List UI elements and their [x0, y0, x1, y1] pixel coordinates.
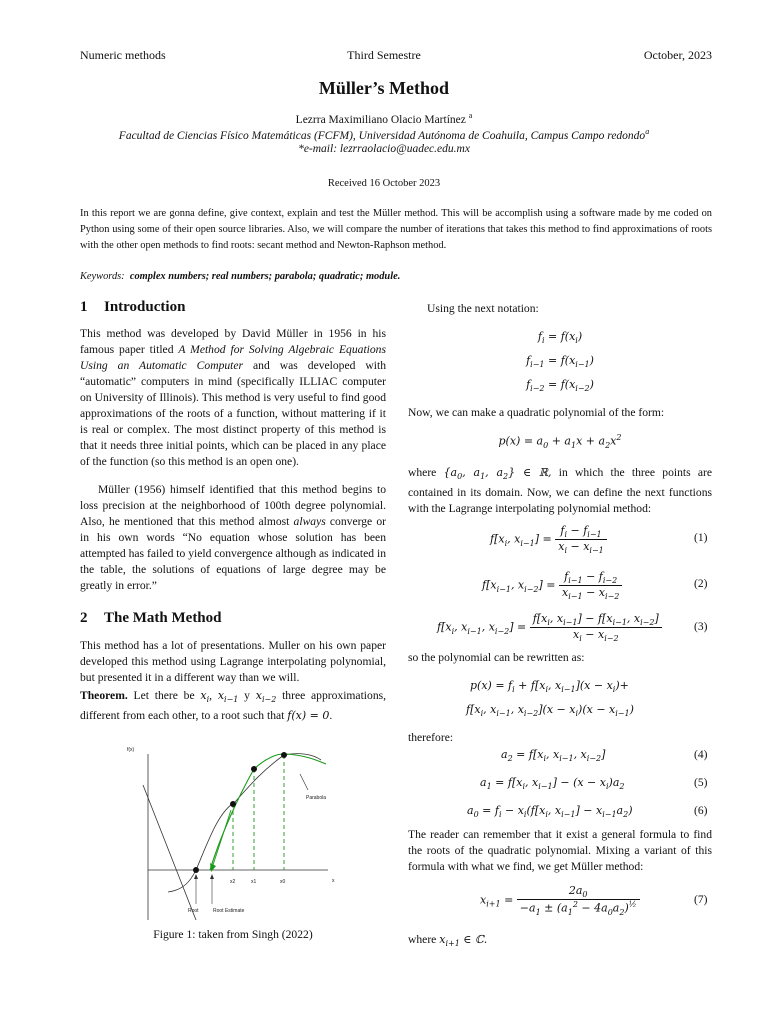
- affiliation-mark: a: [645, 127, 650, 136]
- parabola-pointer: [300, 774, 308, 790]
- theorem-text-c: three approximations, different from each other, to a root such that: [80, 689, 387, 723]
- keywords-label: Keywords:: [80, 271, 125, 282]
- affiliation: Facultad de Ciencias Físico Matemáticas (FCFM), Universidad Autónoma de Coahuila, Campus Campo redondo: [118, 129, 646, 142]
- theorem: Theorem. Let there be $x_i$, $x_{i-1}$ y $x_{i-2}$ three approximations, different from each other, to a root such that f(x) = 0.: [80, 689, 387, 723]
- intro-p2-emphasis: always: [293, 515, 326, 528]
- section-2-number: 2: [80, 610, 88, 626]
- polynomial-line-1: $p(x) = f_i + f[x_i$, $x_{i-1}](x - x_i)+$: [470, 679, 629, 695]
- eq-number-7: (7): [694, 894, 708, 906]
- header-right: October, 2023: [643, 48, 712, 62]
- theorem-text-d: .: [329, 709, 333, 723]
- eq-number-6: (6): [694, 805, 708, 817]
- fx-axis-label: f(x): [127, 747, 135, 753]
- section-1-title: Introduction: [104, 299, 186, 315]
- muller-method-figure: [118, 742, 340, 920]
- author-name: Lezrra Maximiliano Olacio Martínez: [295, 113, 466, 126]
- green-arrow: [212, 810, 231, 868]
- function-curve: [168, 754, 321, 892]
- eq-number-1: (1): [694, 532, 708, 544]
- x-axis-label: x: [332, 878, 335, 884]
- polynomial-line-2: $f[x_i$, $x_{i-1}$, $x_{i-2}](x - x_i)(x - x_{i-1})$: [466, 703, 634, 719]
- equation-6: $a_0 = f_i - x_i(f[x_i$, $x_{i-1}] - x_{i-1}a_2$): [467, 804, 633, 820]
- final-where-word: where: [408, 933, 437, 946]
- notation-eq-1: $f_i = f(x_i)$: [537, 330, 583, 346]
- header-center: Third Semestre: [347, 48, 421, 62]
- where-text: in which the three points are contained in its domain. Now, we can define the next functions with the Lagrange interpolating polynomial method:: [408, 466, 712, 516]
- abstract: In this report we are gonna define, give context, explain and test the Müller method. This will be accomplish using a software made by me coded on Python using some of their open source libraries. Also, we will compare the number of iterations that takes this method to find approximations of roots with the other open methods to find roots: secant method and Newton-Raphson method.: [80, 208, 712, 251]
- label-x2: x2: [230, 879, 236, 885]
- point-x1: [251, 766, 257, 772]
- math-paragraph: This method has a lot of presentations. Muller on his own paper developed this method using Lagrange interpolating polynomial, but presented it in a different way than we will.: [80, 639, 386, 684]
- theorem-text-a: Let there be: [127, 689, 201, 702]
- eq-number-3: (3): [694, 621, 708, 633]
- eq-number-4: (4): [694, 749, 708, 761]
- where-paragraph: where {$a_0$, $a_1$, $a_2$} ∈ ℝ, in which the three points are contained in its domain. Now, we can define the next functions with the Lagrange interpolating polynomial method:: [408, 466, 712, 516]
- section-1-heading: [80, 299, 185, 316]
- equation-7: $x_{i+1}$ = $\frac{2a_0}{-a_1 \pm (a_1^2 - 4a_0a_2)^{\frac{1}{2}}}$: [480, 884, 640, 917]
- where-word: where: [408, 466, 437, 479]
- intro-paragraph-2: [80, 482, 386, 594]
- equation-5: $a_1 = f[x_i$, $x_{i-1}] - (x - x_i)a_2$: [480, 776, 625, 792]
- affiliation-line: [0, 127, 768, 142]
- received-date: Received 16 October 2023: [327, 178, 441, 189]
- eq-number-2: (2): [694, 578, 708, 590]
- author-line: [0, 111, 768, 126]
- intro-p2-text-b: converge or in his own words “No equation whose solution has been attempted has failed to yield convergence although as indicated in the table, the solutions of equations of large degree may be greatly in error.”: [80, 515, 386, 592]
- point-x0: [281, 752, 287, 758]
- root-pointer-head: [194, 874, 198, 879]
- equation-2: $f[x_{i-1}$, $x_{i-2}$] = $\frac{f_{i-1} - f_{i-2}}{x_{i-1} - x_{i-2}}$: [482, 570, 622, 601]
- intro-p2-text-a: Müller (1956) himself identified that this method begins to loss precision at the neighborhood of 100th degree polynomial. Also, he mentioned that this method almost: [80, 483, 386, 528]
- equation-3: $f[x_i$, $x_{i-1}$, $x_{i-2}$] = $\frac{f[x_i, x_{i-1}] - f[x_{i-1}, x_{i-2}]}{x_i - x_{i-2}}$: [437, 612, 662, 643]
- intro-p1-text-a: This method was developed by David Müller in 1956 in his famous paper titled: [80, 327, 386, 356]
- estimate-pointer-head: [210, 874, 214, 879]
- point-x2: [230, 801, 236, 807]
- quadratic-intro: Now, we can make a quadratic polynomial of the form:: [408, 406, 665, 419]
- secant-line: [143, 785, 196, 920]
- theorem-label: Theorem.: [80, 689, 128, 702]
- keywords: [80, 271, 712, 282]
- notation-intro: Using the next notation:: [427, 302, 539, 315]
- header-left: Numeric methods: [80, 48, 166, 62]
- therefore-text: therefore:: [408, 731, 454, 744]
- rewritten-text: so the polynomial can be rewritten as:: [408, 651, 585, 664]
- eq-number-5: (5): [694, 777, 708, 789]
- notation-eq-3: $f_{i-2} = f(x_{i-2})$: [526, 378, 594, 394]
- section-2-title: The Math Method: [104, 610, 222, 626]
- email: *e-mail: lezrraolacio@uadec.edu.mx: [298, 143, 470, 155]
- keywords-text: complex numbers; real numbers; parabola; quadratic; module.: [129, 271, 401, 282]
- label-root-estimate: Root Estimate: [213, 908, 245, 914]
- label-parabola: Parabola: [306, 795, 327, 801]
- root-point: [193, 867, 199, 873]
- parabola-curve: [210, 754, 326, 870]
- reader-paragraph: The reader can remember that it exist a general formula to find the roots of the quadratic polynomial. Mixing a variant of this formula with what we find, we get Müller method:: [408, 828, 712, 873]
- figure-caption: Figure 1: taken from Singh (2022): [153, 928, 313, 941]
- intro-paragraph-1: [80, 326, 386, 470]
- equation-4: $a_2 = f[x_i$, $x_{i-1}$, $x_{i-2}$]: [501, 748, 606, 764]
- intro-p1-paper-title: A Method for Solving Algebraic Equations Using an Automatic Computer: [80, 343, 386, 372]
- label-x1: x1: [251, 879, 257, 885]
- section-2-heading: [80, 610, 222, 627]
- quadratic-polynomial: $p(x) = a_0 + a_1x + a_2x^2$: [498, 433, 622, 450]
- theorem-text-b: y: [238, 689, 256, 702]
- paper-title: Müller’s Method: [318, 78, 450, 98]
- equation-1: $f[x_i$, $x_{i-1}$] = $\frac{f_i - f_{i-1}}{x_i - x_{i-1}}$: [490, 524, 607, 555]
- intro-p1-text-b: and was developed with “automatic” computers in mind (specifically ILLIAC computer on University of Illinois). This method is very useful to find good approximations of the roots of a function, without mattering if it is real or complex. The most distinct property of this method is that it needs three initial points, which can be placed in any place of the function (so this method is an open one).: [80, 359, 387, 468]
- final-where: where $x_{i+1}$ ∈ ℂ.: [408, 933, 488, 949]
- notation-eq-2: $f_{i-1} = f(x_{i-1})$: [526, 354, 594, 370]
- author-mark: a: [468, 111, 473, 120]
- label-root: Root: [188, 908, 199, 914]
- label-x0: x0: [280, 879, 286, 885]
- section-1-number: 1: [80, 299, 88, 315]
